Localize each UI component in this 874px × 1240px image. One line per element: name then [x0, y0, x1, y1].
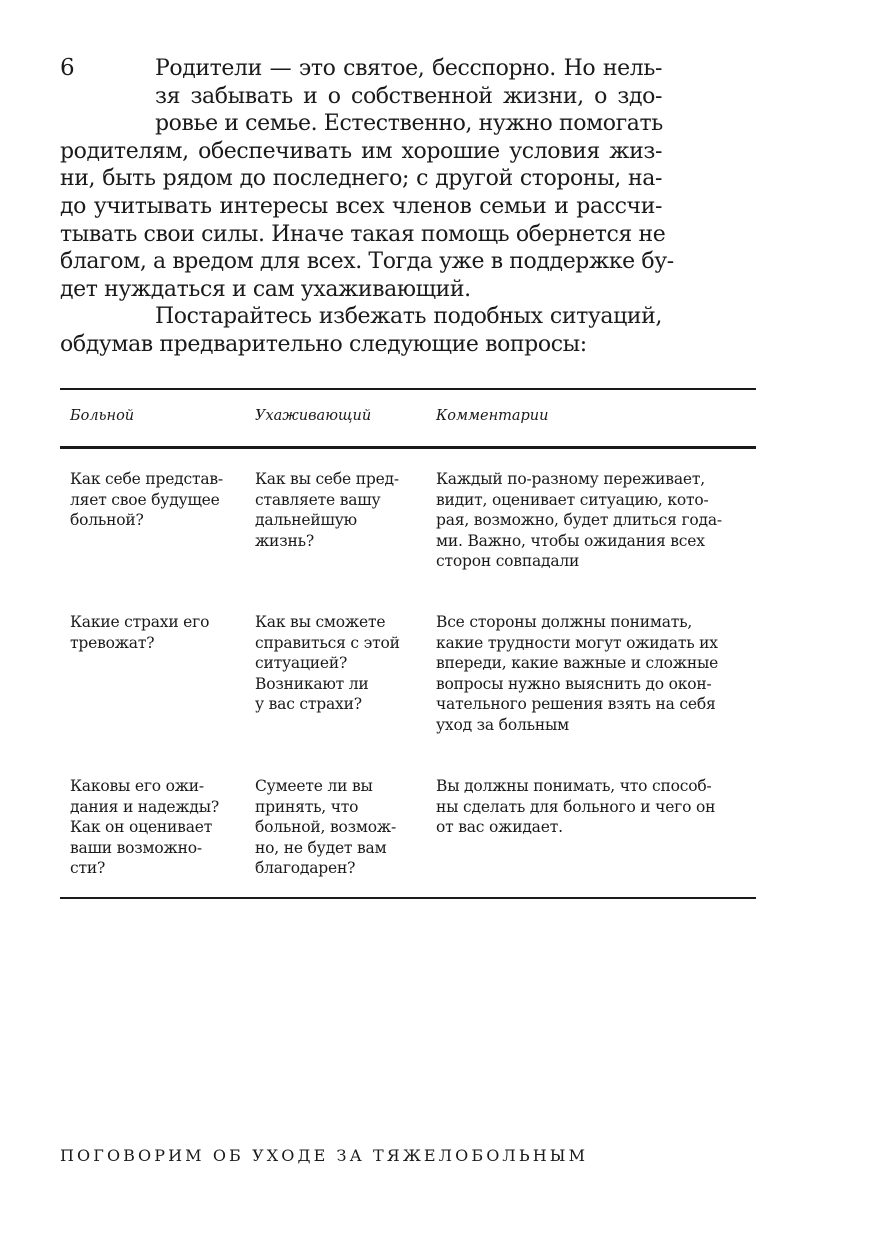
table-cell: Вы должны понимать, что способ- ны сделать для больного и чего он от вас ожидает. [436, 777, 716, 837]
page-number: 6 [60, 55, 75, 81]
text-line: тывать свои силы. Иначе такая помощь обернется не [60, 221, 666, 247]
table-bottom-rule [60, 897, 756, 899]
text-line: Постарайтесь избежать подобных ситуаций, [155, 304, 662, 330]
header-comments: Комментарии [436, 408, 549, 424]
table-cell: Как вы сможете справиться с этой ситуацией? Возникают ли у вас страхи? [255, 613, 400, 714]
table-cell: Каждый по-разному переживает, видит, оценивает ситуацию, кото- рая, возможно, будет длиться года- ми. Важно, чтобы ожидания всех сторон совпадали [436, 470, 722, 571]
text-line: зя забывать и о собственной жизни, о здо- [155, 83, 662, 109]
text-line: родителям, обеспечивать им хорошие условия жиз- [60, 138, 662, 164]
table-cell: Как себе представ- ляет свое будущее больной? [70, 470, 223, 530]
table-cell: Как вы себе пред- ставляете вашу дальнейшую жизнь? [255, 470, 399, 550]
table-cell: Все стороны должны понимать, какие трудности могут ожидать их впереди, какие важные и сложные вопросы нужно выяснить до окон- чательного решения взять на себя уход за больным [436, 613, 719, 734]
header-caregiver: Ухаживающий [255, 408, 372, 424]
text-line: до учитывать интересы всех членов семьи и рассчи- [60, 193, 662, 219]
text-line: Родители — это святое, бесспорно. Но нель- [155, 56, 662, 81]
table-top-rule [60, 388, 756, 390]
text-line: благом, а вредом для всех. Тогда уже в поддержке бу- [60, 249, 674, 275]
text-line: обдумав предварительно следующие вопросы: [60, 331, 587, 357]
table-header-rule [60, 446, 756, 449]
header-patient: Больной [70, 408, 135, 424]
text-line: дет нуждаться и сам ухаживающий. [60, 276, 471, 302]
text-line: ни, быть рядом до последнего; с другой стороны, на- [60, 166, 662, 192]
table-cell: Каковы его ожи- дания и надежды? Как он оценивает ваши возможно- сти? [70, 777, 219, 878]
body-text [60, 55, 674, 359]
table-cell: Сумеете ли вы принять, что больной, возмож- но, не будет вам благодарен? [255, 777, 396, 878]
text-line: ровье и семье. Естественно, нужно помогать [155, 111, 663, 137]
table-cell: Какие страхи его тревожат? [70, 613, 210, 652]
running-footer: ПОГОВОРИМ ОБ УХОДЕ ЗА ТЯЖЕЛОБОЛЬНЫМ [60, 1146, 589, 1165]
